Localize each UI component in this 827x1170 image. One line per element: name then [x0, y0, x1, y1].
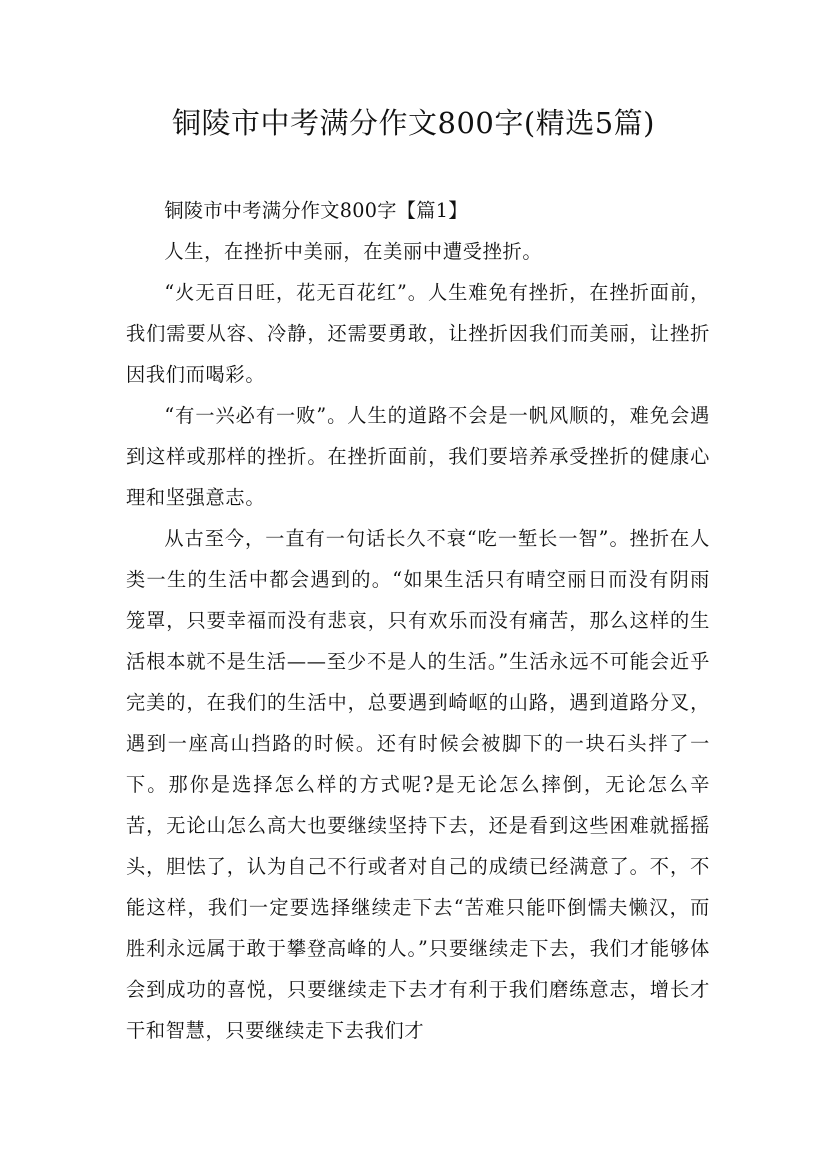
paragraph-3: “有一兴必有一败”。人生的道路不会是一帆风顺的，难免会遇到这样或那样的挫折。在挫折面前，我们要培养承受挫折的健康心理和坚强意志。 [126, 404, 710, 509]
document-title: 铜陵市中考满分作文800字(精选5篇) [172, 106, 655, 140]
section-heading: 铜陵市中考满分作文800字【篇1】 [164, 199, 468, 222]
paragraph-2: “火无百日旺，花无百花红”。人生难免有挫折，在挫折面前，我们需要从容、冷静，还需要勇敢，让挫折因我们而美丽，让挫折因我们而喝彩。 [126, 281, 710, 386]
paragraph-4: 从古至今，一直有一句话长久不衰“吃一堑长一智”。挫折在人类一生的生活中都会遇到的。“如果生活只有晴空丽日而没有阴雨笼罩，只要幸福而没有悲哀，只有欢乐而没有痛苦，那么这样的生活根本就不是生活——至少不是人的生活。”生活永远不可能会近乎完美的，在我们的生活中，总要遇到崎岖的山路，遇到道路分叉，遇到一座高山挡路的时候。还有时候会被脚下的一块石头拌了一下。那你是选择怎么样的方式呢?是无论怎么摔倒，无论怎么辛苦，无论山怎么高大也要继续坚持下去，还是看到这些困难就摇摇头，胆怯了，认为自己不行或者对自己的成绩已经满意了。不，不能这样，我们一定要选择继续走下去“苦难只能吓倒懦夫懒汉，而胜利永远属于敢于攀登高峰的人。”只要继续走下去，我们才能够体会到成功的喜悦，只要继续走下去才有利于我们磨练意志，增长才干和智慧，只要继续走下去我们才 [126, 527, 710, 1042]
document-body [126, 190, 710, 1051]
paragraph-1: 人生，在挫折中美丽，在美丽中遭受挫折。 [164, 240, 543, 263]
